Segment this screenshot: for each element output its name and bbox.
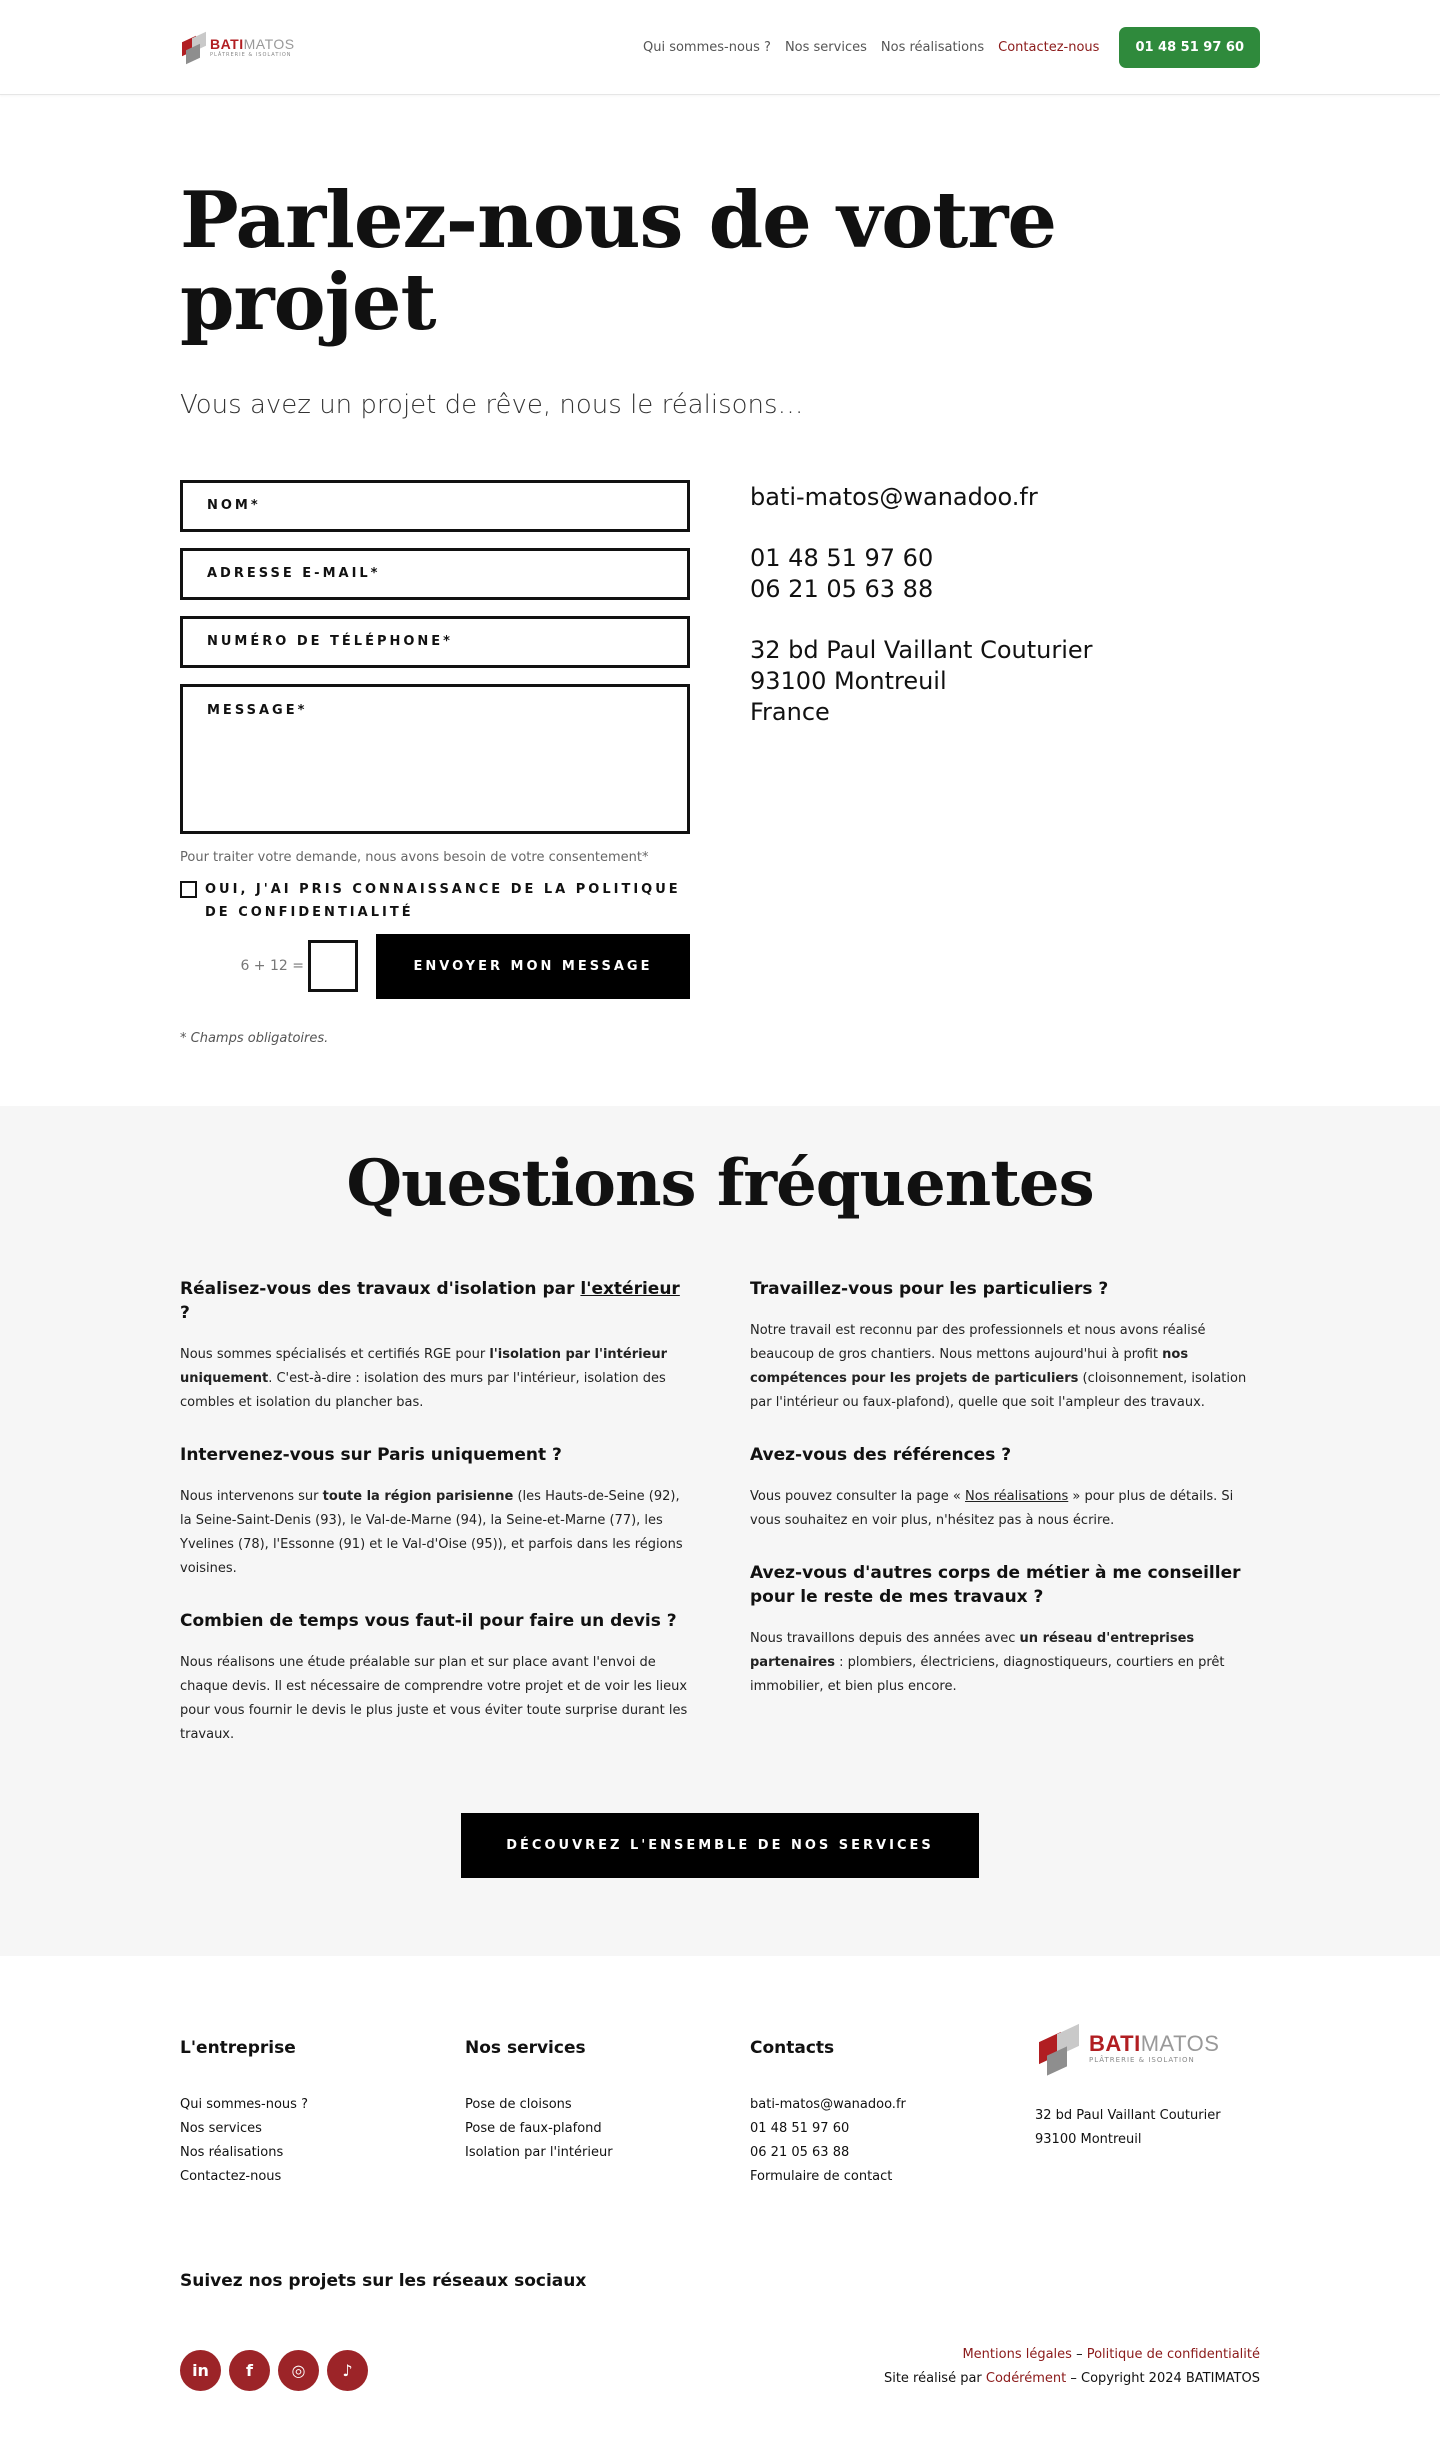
phone-button[interactable]: 01 48 51 97 60 — [1119, 27, 1260, 68]
footer-contacts-title: Contacts — [750, 2037, 835, 2058]
message-field[interactable]: MESSAGE* — [180, 684, 690, 834]
legal-notice-link[interactable]: Mentions légales — [962, 2346, 1072, 2362]
nav-realisations[interactable]: Nos réalisations — [880, 40, 985, 55]
faq-answer: Vous pouvez consulter la page « Nos réalisations » pour plus de détails. Si vous souhaitez en voir plus, n'hésitez pas à nous écrire. — [750, 1488, 1234, 1528]
site-footer — [0, 1956, 1440, 2461]
nav-contact[interactable]: Contactez-nous — [998, 40, 1100, 55]
legal-block: Mentions légales – Politique de confidentialité Site réalisé par Codérément – Copyright 2024 BATIMATOS — [883, 2346, 1260, 2386]
logo-cubes-icon — [1035, 2025, 1085, 2073]
contact-email[interactable]: bati-matos@wanadoo.fr — [750, 482, 1038, 511]
exterior-link[interactable]: l'extérieur — [580, 1278, 680, 1299]
contact-phone-2[interactable]: 06 21 05 63 88 — [750, 574, 934, 603]
footer-services-title: Nos services — [465, 2037, 586, 2058]
instagram-icon[interactable]: ◎ — [278, 2350, 319, 2391]
captcha-input[interactable] — [308, 940, 358, 992]
nav-about[interactable]: Qui sommes-nous ? — [642, 40, 771, 55]
contact-address-line-3: France — [750, 697, 830, 726]
footer-link[interactable]: Qui sommes-nous ? — [180, 2096, 308, 2112]
site-logo[interactable] — [180, 23, 295, 73]
footer-link[interactable]: 06 21 05 63 88 — [750, 2144, 850, 2160]
tiktok-icon[interactable]: ♪ — [327, 2350, 368, 2391]
facebook-icon[interactable]: f — [229, 2350, 270, 2391]
footer-link[interactable]: Contactez-nous — [180, 2168, 282, 2184]
faq-question: Intervenez-vous sur Paris uniquement ? — [180, 1444, 562, 1465]
logo-wordmark: BATIMATOS — [210, 36, 295, 52]
footer-link[interactable]: bati-matos@wanadoo.fr — [750, 2096, 906, 2112]
footer-logo[interactable] — [1035, 2024, 1260, 2074]
social-links — [180, 2350, 368, 2391]
consent-checkbox[interactable] — [180, 881, 197, 898]
footer-link[interactable]: Pose de cloisons — [465, 2096, 572, 2112]
privacy-policy-link[interactable]: Politique de confidentialité — [1086, 2346, 1260, 2362]
linkedin-icon[interactable]: in — [180, 2350, 221, 2391]
faq-answer: Nous sommes spécialisés et certifiés RGE pour l'isolation par l'intérieur uniquement. C'est-à-dire : isolation des murs par l'intérieur, isolation des combles et isolation du plancher bas. — [180, 1346, 668, 1410]
faq-answer: Nous travaillons depuis des années avec un réseau d'entreprises partenaires : plombiers, électriciens, diagnostiqueurs, courtiers en prêt immobilier, et bien plus encore. — [750, 1630, 1225, 1694]
required-note: * Champs obligatoires. — [180, 1030, 329, 1046]
faq-question: Avez-vous d'autres corps de métier à me conseiller pour le reste de mes travaux ? — [750, 1562, 1241, 1607]
contact-address-line-1: 32 bd Paul Vaillant Couturier — [750, 635, 1093, 664]
consent-label: OUI, J'AI PRIS CONNAISSANCE DE LA POLITIQUE DE CONFIDENTIALITÉ — [205, 881, 681, 920]
contact-address-line-2: 93100 Montreuil — [750, 666, 947, 695]
logo-cubes-icon — [180, 33, 206, 63]
copyright: – Copyright 2024 BATIMATOS — [1066, 2370, 1260, 2386]
send-message-button[interactable]: ENVOYER MON MESSAGE — [376, 934, 690, 999]
footer-link[interactable]: Nos réalisations — [180, 2144, 284, 2160]
faq-section — [0, 1106, 1440, 1956]
agency-link[interactable]: Codérément — [985, 2370, 1067, 2386]
realisations-link[interactable]: Nos réalisations — [965, 1488, 1069, 1504]
consent-note: Pour traiter votre demande, nous avons besoin de votre consentement* — [180, 849, 649, 865]
faq-question: Avez-vous des références ? — [750, 1444, 1012, 1465]
footer-company-title: L'entreprise — [180, 2037, 296, 2058]
footer-link[interactable]: Pose de faux-plafond — [465, 2120, 602, 2136]
contact-info — [750, 480, 1093, 1046]
contact-phone-1[interactable]: 01 48 51 97 60 — [750, 543, 934, 572]
footer-link[interactable]: Nos services — [180, 2120, 262, 2136]
faq-question: Combien de temps vous faut-il pour faire un devis ? — [180, 1610, 677, 1631]
site-header — [0, 0, 1440, 95]
page-title: Parlez-nous de votre projet — [180, 175, 1057, 348]
faq-question: Réalisez-vous des travaux d'isolation par l'extérieur ? — [180, 1278, 680, 1323]
faq-answer: Nous réalisons une étude préalable sur plan et sur place avant l'envoi de chaque devis. Il est nécessaire de comprendre votre projet et de voir les lieux pour vous fournir le devis le plus juste et vous éviter toute surprise durant les travaux. — [180, 1654, 688, 1742]
faq-question: Travaillez-vous pour les particuliers ? — [750, 1278, 1109, 1299]
social-title: Suivez nos projets sur les réseaux sociaux — [180, 2270, 587, 2291]
phone-field[interactable]: NUMÉRO DE TÉLÉPHONE* — [180, 616, 690, 668]
faq-title: Questions fréquentes — [346, 1145, 1094, 1221]
main-nav — [643, 27, 1260, 68]
captcha-question: 6 + 12 = — [240, 958, 304, 975]
footer-link[interactable]: Formulaire de contact — [750, 2168, 893, 2184]
contact-section — [0, 95, 1440, 1046]
footer-link[interactable]: Isolation par l'intérieur — [465, 2144, 613, 2160]
consent-row — [180, 878, 690, 924]
logo-tagline: PLÂTRERIE & ISOLATION — [210, 52, 292, 58]
contact-form — [180, 480, 690, 1046]
nav-services[interactable]: Nos services — [784, 40, 867, 55]
footer-link[interactable]: 01 48 51 97 60 — [750, 2120, 850, 2136]
faq-answer: Nous intervenons sur toute la région parisienne (les Hauts-de-Seine (92), la Seine-Saint-Denis (93), le Val-de-Marne (94), la Seine-et-Marne (77), les Yvelines (78), l'Essonne (91) et le Val-d'Oise (95)), et parfois dans les régions voisines. — [180, 1488, 683, 1576]
logo-wordmark: BATIMATOS — [1089, 2031, 1220, 2057]
page-subtitle: Vous avez un projet de rêve, nous le réalisons… — [180, 389, 804, 420]
logo-tagline: PLÂTRERIE & ISOLATION — [1089, 2056, 1195, 2065]
footer-address: 32 bd Paul Vaillant Couturier 93100 Montreuil — [1035, 2107, 1221, 2147]
discover-services-button[interactable]: DÉCOUVREZ L'ENSEMBLE DE NOS SERVICES — [461, 1813, 979, 1878]
faq-answer: Notre travail est reconnu par des professionnels et nous avons réalisé beaucoup de gros chantiers. Nous mettons aujourd'hui à profit nos compétences pour les projets de particuliers (cloisonnement, isolation par l'intérieur ou faux-plafond), quelle que soit l'ampleur des travaux. — [750, 1322, 1247, 1410]
name-field[interactable]: NOM* — [180, 480, 690, 532]
email-field[interactable]: ADRESSE E-MAIL* — [180, 548, 690, 600]
